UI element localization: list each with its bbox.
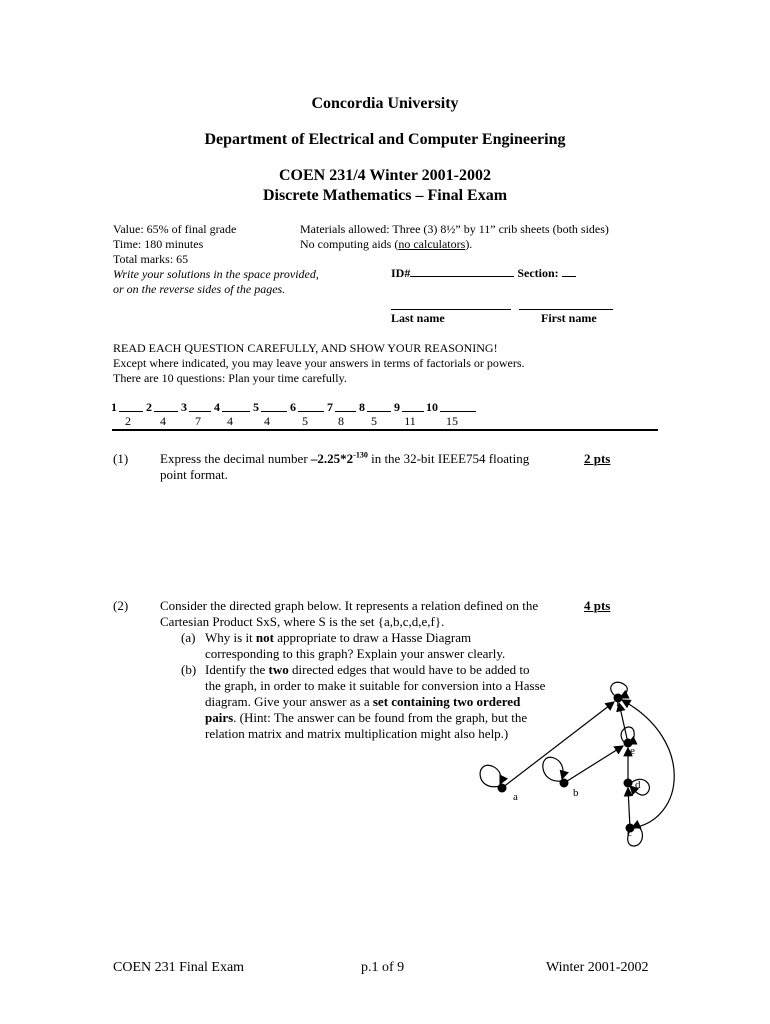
mark-blank[interactable]: [367, 411, 391, 412]
question-1-text: [160, 451, 580, 483]
notice-line-2: Except where indicated, you may leave your answers in terms of factorials or powers.: [113, 356, 525, 370]
id-label: ID#: [391, 266, 411, 280]
node-label-c: c: [627, 827, 632, 839]
marks-pts: 4: [264, 414, 270, 428]
marks-q: 9: [394, 400, 400, 414]
question-2-number: (2): [113, 598, 129, 613]
section-blank[interactable]: [562, 276, 576, 277]
marks-pts: 8: [338, 414, 344, 428]
marks-q: 1: [111, 400, 117, 414]
edge-loop-b: [543, 757, 563, 781]
q2-b-line3-bold: set containing two ordered: [372, 694, 521, 709]
instructions-line-2: or on the reverse sides of the pages.: [113, 282, 286, 296]
last-name-blank[interactable]: [391, 309, 511, 310]
question-1-number: (1): [113, 451, 129, 466]
computing-prefix: No computing aids (: [300, 237, 399, 251]
node-a: [498, 784, 507, 793]
mark-blank[interactable]: [440, 411, 476, 412]
marks-q: 3: [181, 400, 187, 414]
notice-line-1: READ EACH QUESTION CAREFULLY, AND SHOW YOUR REASONING!: [113, 341, 498, 355]
marks-pts: 4: [227, 414, 233, 428]
id-section-line: [391, 266, 576, 281]
mark-blank[interactable]: [298, 411, 324, 412]
node-label-e: e: [630, 745, 635, 757]
marks-q: 10: [426, 400, 438, 414]
marks-q: 6: [290, 400, 296, 414]
marks-q: 2: [146, 400, 152, 414]
marks-pts: 4: [160, 414, 166, 428]
time-line: Time: 180 minutes: [113, 237, 204, 251]
q2-line2: Cartesian Product SxS, where S is the set {a,b,c,d,e,f}.: [160, 614, 445, 629]
edge-c-d: [628, 788, 630, 828]
marks-q: 7: [327, 400, 333, 414]
q1-exponent: -130: [353, 450, 368, 460]
section-divider: [112, 429, 658, 431]
q2-a-bold: not: [255, 630, 274, 645]
computing-suffix: ).: [465, 237, 473, 251]
node-b: [560, 779, 569, 788]
mark-blank[interactable]: [261, 411, 287, 412]
footer-left: COEN 231 Final Exam: [113, 960, 245, 975]
marks-q: 8: [359, 400, 365, 414]
footer-right: Winter 2001-2002: [546, 960, 649, 975]
marks-pts: 7: [195, 414, 201, 428]
q2-b-line2: the graph, in order to make it suitable for conversion into a Hasse: [205, 678, 546, 693]
node-label-f: f: [616, 697, 620, 709]
node-label-b: b: [573, 787, 579, 799]
computing-line: [300, 237, 472, 252]
last-name-label: Last name: [391, 311, 445, 325]
q2-a-line2: corresponding to this graph? Explain your answer clearly.: [205, 646, 506, 661]
exam-title: Discrete Mathematics – Final Exam: [262, 187, 508, 204]
mark-blank[interactable]: [154, 411, 178, 412]
mark-blank[interactable]: [189, 411, 211, 412]
q2-a-line1: [205, 630, 585, 646]
edge-e-f: [619, 703, 628, 743]
marks-pts: 15: [446, 414, 458, 428]
q2-b-pre: Identify the: [205, 662, 269, 677]
materials-line: Materials allowed: Three (3) 8½” by 11” crib sheets (both sides): [300, 222, 609, 236]
marks-q: 5: [253, 400, 259, 414]
q2-b-line3-pre: diagram. Give your answer as a: [205, 694, 373, 709]
q2-a-post: appropriate to draw a Hasse Diagram: [273, 630, 472, 645]
first-name-label: First name: [541, 311, 597, 325]
question-2-text: [160, 598, 580, 630]
total-marks-line: Total marks: 65: [113, 252, 189, 266]
q2-b-line5: relation matrix and matrix multiplication might also help.): [205, 726, 509, 741]
university-title: Concordia University: [311, 95, 459, 112]
mark-blank[interactable]: [402, 411, 424, 412]
marks-pts: 2: [125, 414, 131, 428]
q2-b-line1: [205, 662, 585, 678]
mark-blank[interactable]: [119, 411, 143, 412]
node-label-a: a: [513, 791, 518, 803]
question-1-points: 2 pts: [584, 451, 611, 466]
marks-points-row: [0, 414, 770, 430]
node-label-d: d: [635, 779, 641, 791]
mark-blank[interactable]: [335, 411, 356, 412]
q2-part-b-label: (b): [181, 662, 197, 677]
marks-pts: 5: [302, 414, 308, 428]
edge-b-e: [564, 746, 623, 783]
q1-value: –2.25*2: [310, 451, 354, 466]
q2-line1: Consider the directed graph below. It represents a relation defined on the: [160, 598, 539, 613]
mark-blank[interactable]: [222, 411, 250, 412]
q2-b-post: directed edges that would have to be added to: [288, 662, 530, 677]
id-blank[interactable]: [410, 276, 514, 277]
q2-a-pre: Why is it: [205, 630, 256, 645]
q1-line2: point format.: [160, 467, 228, 482]
edge-c-f: [622, 700, 674, 828]
q2-b-line4-bold: pairs: [205, 710, 234, 725]
value-line: Value: 65% of final grade: [113, 222, 237, 236]
edge-a-f: [502, 702, 614, 788]
q2-part-a-text: [205, 630, 585, 662]
marks-pts: 5: [371, 414, 377, 428]
q2-part-a-label: (a): [181, 630, 196, 645]
footer-page-number: p.1 of 9: [361, 960, 405, 975]
question-2-points: 4 pts: [584, 598, 611, 613]
notice-line-3: There are 10 questions: Plan your time carefully.: [113, 371, 347, 385]
node-d: [624, 779, 633, 788]
edge-loop-a: [480, 765, 501, 787]
marks-pts: 11: [404, 414, 416, 428]
directed-graph: [470, 680, 700, 850]
q2-b-line4-post: . (Hint: The answer can be found from the graph, but the: [233, 710, 528, 725]
q1-prefix: Express the decimal number: [160, 451, 311, 466]
instructions-line-1: Write your solutions in the space provided,: [113, 267, 319, 281]
first-name-blank[interactable]: [519, 309, 613, 310]
computing-note: no calculators: [398, 237, 466, 251]
section-label: Section:: [517, 266, 559, 280]
department-title: Department of Electrical and Computer Engineering: [204, 131, 566, 148]
q1-suffix: in the 32-bit IEEE754 floating: [367, 451, 530, 466]
marks-q: 4: [214, 400, 220, 414]
q2-b-bold: two: [268, 662, 289, 677]
course-title: COEN 231/4 Winter 2001-2002: [278, 167, 491, 184]
